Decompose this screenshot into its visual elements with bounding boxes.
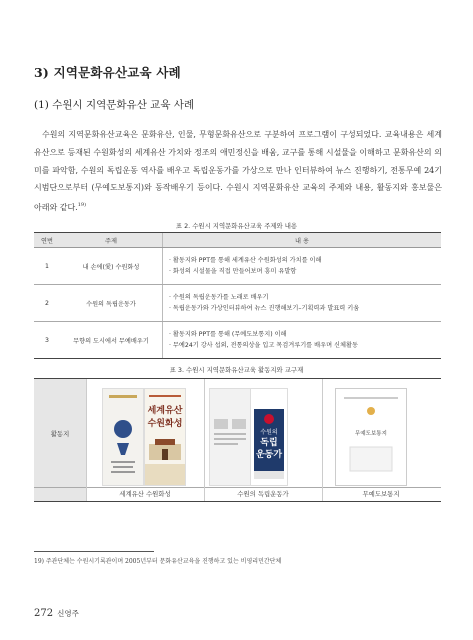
header-contents: 내 용 — [163, 233, 442, 248]
header-no: 연번 — [34, 233, 60, 248]
table-row — [34, 285, 441, 322]
brochure-title: 운동가 — [255, 450, 283, 460]
row-theme: 수원의 독립운동가 — [60, 285, 163, 322]
content-line: · 독립운동가와 가상인터뷰하여 뉴스 진행해보기–기획력과 발표력 키움 — [169, 305, 360, 312]
paragraph-text: 수원의 지역문화유산교육은 문화유산, 인물, 무형문화유산으로 구분하여 프로그램이 구성되었다. 교육내용은 세계유산으로 등재된 수원화성의 세계유산 가치와 정조의 애민정신을 배움, 교구를 통해 시설물을 이해하고 문화유산의 의미를 파악함, 수원의 독립운동 역사를 배우고 독립운동가를 가상으로 만나 인터뷰하여 뉴스 진행하기, 전통무예 24기 시범단으로부터 (무예도보통지)와 동작배우기 등이다. 수원시 지역문화유산 교육의 주제와 내용, 활동지와 홍보물은 아래와 같다. — [34, 130, 442, 212]
body-paragraph — [34, 126, 442, 217]
row-no: 2 — [34, 285, 60, 322]
worksheet-table — [34, 378, 441, 502]
brochure-image — [250, 388, 288, 486]
worksheet-page-icon — [210, 389, 250, 485]
column-caption: 세계유산 수원화성 — [119, 490, 171, 498]
row-no: 3 — [34, 322, 60, 359]
row-contents — [163, 322, 442, 359]
brochure-image — [144, 388, 186, 486]
brochure-title: 수원화성 — [147, 419, 183, 429]
hwaseong-emblem-icon — [103, 389, 143, 485]
footnote-ref: 19) — [77, 202, 87, 209]
column-caption: 수원의 독립운동가 — [237, 490, 289, 498]
section-title: 3) 지역문화유산교육 사례 — [34, 65, 181, 80]
subsection-title: (1) 수원시 지역문화유산 교육 사례 — [34, 99, 195, 111]
brochure-title: 수원의 — [260, 429, 278, 436]
page-number: 272 — [34, 608, 54, 619]
column-caption: 무예도보통지 — [362, 490, 400, 498]
brochure-image — [102, 388, 144, 486]
row-contents — [163, 248, 442, 285]
brochure-title: 무예도보통지 — [355, 431, 387, 437]
row-label: 활동지 — [34, 379, 86, 487]
author-name: 신영주 — [57, 609, 79, 618]
divider — [86, 379, 87, 501]
table2-caption: 표 2. 수원시 지역문화유산교육 주제와 내용 — [175, 222, 298, 230]
table3-caption: 표 3. 수원시 지역문화유산교육 활동지와 교구재 — [169, 366, 304, 374]
table-header-row — [34, 233, 441, 248]
page-footer — [34, 608, 79, 619]
content-line: · 활동지와 PPT를 통해 세계유산 수원화성의 가치를 이해 — [169, 257, 322, 264]
divider — [322, 379, 323, 501]
table-row — [34, 248, 441, 285]
brochure-image — [335, 388, 407, 486]
brochure-title: 독립 — [260, 438, 278, 448]
header-theme: 주제 — [60, 233, 163, 248]
row-theme: 내 손에(愛) 수원화성 — [60, 248, 163, 285]
footnote: 19) 주관단체는 수원시기록관이며 2005년부터 문화유산교육을 진행하고 있는 비영리민간단체 — [34, 558, 282, 565]
label-cell-bottom — [34, 487, 86, 501]
content-line: · 활동지와 PPT를 통해 (무예도보통지) 이해 — [169, 331, 287, 338]
footnote-divider — [34, 551, 154, 552]
brochure-image — [209, 388, 251, 486]
martial-arts-book-icon — [336, 389, 406, 485]
divider — [34, 487, 441, 488]
row-contents — [163, 285, 442, 322]
row-theme: 무향의 도시에서 무예배우기 — [60, 322, 163, 359]
divider — [204, 379, 205, 501]
content-line: · 화성의 시설물을 직접 만들어보며 흥미 유발함 — [169, 268, 297, 275]
row-no: 1 — [34, 248, 60, 285]
table-row — [34, 322, 441, 359]
content-line: · 무예24기 강사 섭외, 전통의상을 입고 목검겨루기를 배우며 신체활동 — [169, 342, 358, 349]
content-line: · 수원의 독립운동가를 노래로 배우기 — [169, 294, 269, 301]
theme-table — [34, 232, 441, 359]
brochure-title: 세계유산 — [147, 406, 183, 416]
